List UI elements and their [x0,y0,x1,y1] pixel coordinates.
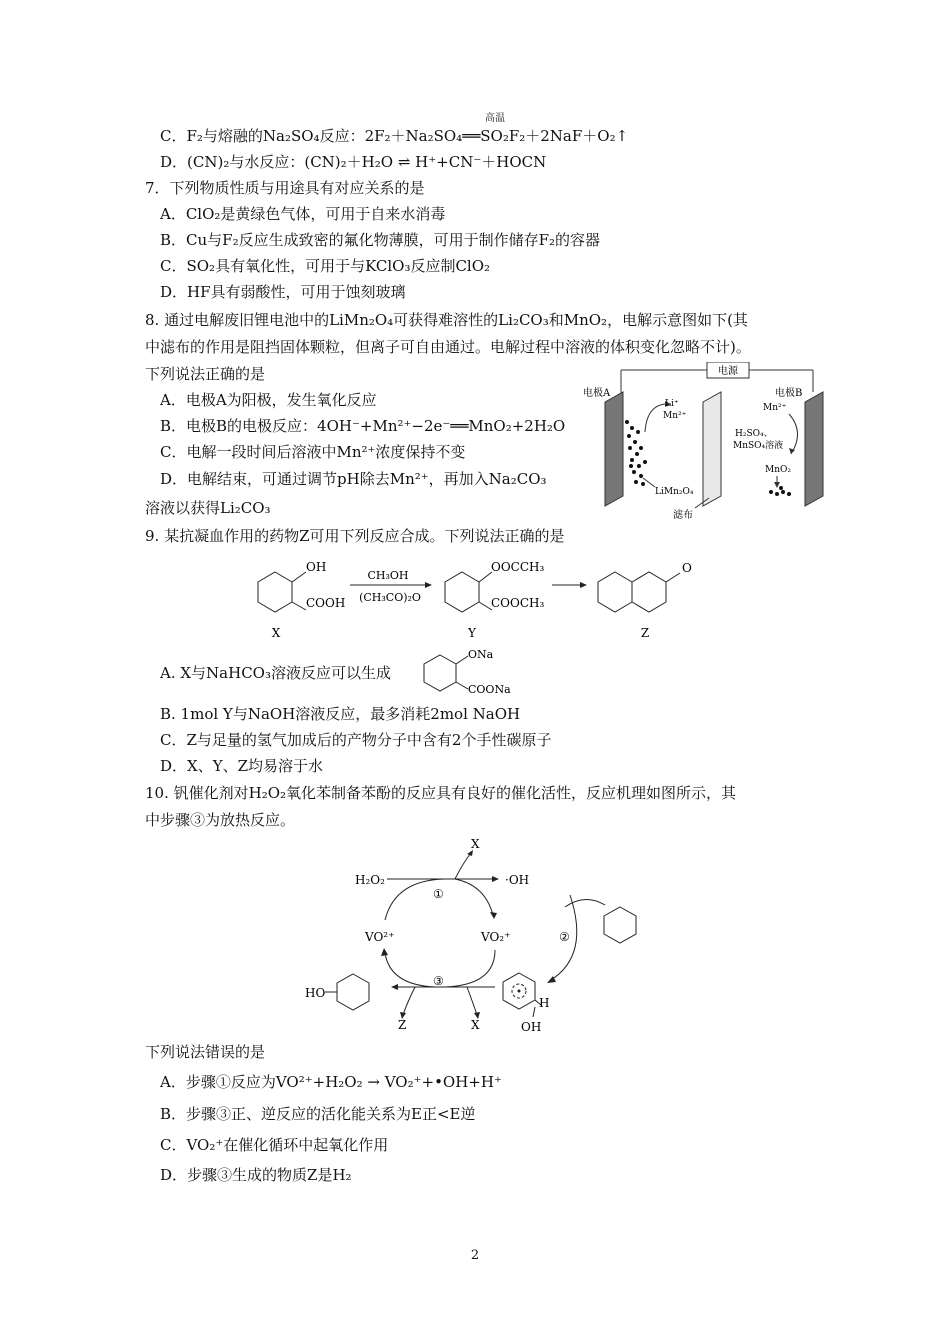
phenol-ho-label: HO [305,986,326,1000]
solution-label-1: H₂SO₄、 [735,429,773,439]
mn-ion-right-label: Mn²⁺ [763,403,787,413]
step2-label: ② [559,930,570,944]
coona-label: COONa [468,683,511,696]
q10-question: 下列说法错误的是 [145,1043,266,1061]
catalytic-cycle-diagram [295,835,655,1035]
vo2plus-label: VO²⁺ [365,930,395,944]
x-oh-label: OH [306,560,327,574]
q10-option-c: C．VO₂⁺在催化循环中起氧化作用 [160,1136,389,1154]
ona-label: ONa [468,648,494,661]
q10-option-b: B．步骤③正、逆反应的活化能关系为E正<E逆 [160,1105,476,1123]
label-z: Z [640,626,650,640]
power-label: 电源 [718,366,738,377]
q8-option-b: B．电极B的电极反应：4OH⁻+Mn²⁺−2e⁻══MnO₂+2H₂O [160,417,566,435]
q7-option-c: C．SO₂具有氧化性，可用于与KClO₃反应制ClO₂ [160,257,491,275]
phenol-ring [337,974,369,1010]
label-y: Y [468,626,476,640]
q8-option-d: D．电解结束，可通过调节pH除去Mn²⁺，再加入Na₂CO₃ [160,470,547,488]
reagent-top: CH₃OH [367,569,409,582]
page-number: 2 [470,1248,480,1263]
vo2-plus-label: VO₂⁺ [481,930,511,944]
q10-option-d: D．步骤③生成的物质Z是H₂ [160,1166,352,1184]
step3-label: ③ [433,974,444,988]
benzene-ring [604,907,636,943]
electrode-a-label: 电极A [583,388,611,399]
z-label: Z [398,1018,407,1032]
q7-stem: 7．下列物质性质与用途具有对应关系的是 [145,179,425,197]
limn2o4-label: LiMn₂O₄ [655,487,694,497]
y-top-label: OOCCH₃ [491,560,545,574]
q7-option-a: A．ClO₂是黄绿色气体，可用于自来水消毒 [160,205,446,223]
q6-option-c: C．F₂与熔融的Na₂SO₄反应：2F₂＋Na₂SO₄══SO₂F₂＋2NaF＋O₂↑ [160,127,629,145]
q10-option-a: A．步骤①反应为VO²⁺+H₂O₂ → VO₂⁺+•OH+H⁺ [160,1073,502,1091]
synthesis-scheme [240,555,710,647]
mn-ion-left-label: Mn²⁺ [663,411,687,421]
oh-radical-label: ·OH [505,873,530,887]
oh-label: OH [521,1020,542,1034]
reagent-bottom: (CH₃CO)₂O [359,591,421,604]
li-ion-label: Li⁺ [665,399,679,409]
y-bottom-label: COOCH₃ [491,596,545,610]
x-top-label: X [471,837,480,851]
label-x: X [271,626,281,640]
h-label: H [539,996,550,1010]
z-benzene-ring [598,572,632,612]
x-benzene-ring [258,572,292,612]
electrolysis-diagram [575,362,840,522]
mno2-particles [769,486,791,496]
q8-stem-line1: 8. 通过电解废旧锂电池中的LiMn₂O₄可获得难溶性的Li₂CO₃和MnO₂，电解示意图如下(其 [145,311,748,329]
solution-label-2: MnSO₄溶液 [733,441,784,451]
q8-stem-line3: 下列说法正确的是 [145,365,266,383]
filter-label: 滤布 [673,510,693,521]
z-o-label: O [682,561,692,575]
sodium-salt-benzene-ring [424,655,456,691]
limn2o4-particles [625,420,647,486]
q7-option-b: B．Cu与F₂反应生成致密的氟化物薄膜，可用于制作储存F₂的容器 [160,231,601,249]
x-bottom-label: X [471,1018,480,1032]
h2o2-label: H₂O₂ [355,873,385,887]
y-benzene-ring [445,572,479,612]
q8-option-c: C．电解一段时间后溶液中Mn²⁺浓度保持不变 [160,443,466,461]
electrode-a [605,392,623,506]
q9-option-c: C．Z与足量的氢气加成后的产物分子中含有2个手性碳原子 [160,731,552,749]
mno2-label: MnO₂ [765,465,791,475]
z-lactone-ring [632,572,666,612]
q8-option-a: A．电极A为阳极，发生氧化反应 [160,391,377,409]
step1-label: ① [433,887,444,901]
q10-stem-line1: 10. 钒催化剂对H₂O₂氧化苯制备苯酚的反应具有良好的催化活性，反应机理如图所示，其 [145,784,737,802]
electrode-b [805,392,823,506]
q9-stem: 9. 某抗凝血作用的药物Z可用下列反应合成。下列说法正确的是 [145,527,565,545]
electrode-b-label: 电极B [775,388,803,399]
q7-option-d: D．HF具有弱酸性，可用于蚀刻玻璃 [160,283,406,301]
q9-option-a-structure [418,647,528,699]
q6-c-condition: 高温 [485,113,505,124]
filter-cloth [703,392,721,506]
q8-stem-line2: 中滤布的作用是阻挡固体颗粒，但离子可自由通过。电解过程中溶液的体积变化忽略不计)。 [145,338,751,356]
q9-option-a: A. X与NaHCO₃溶液反应可以生成 [160,664,391,682]
q9-option-b: B. 1mol Y与NaOH溶液反应，最多消耗2mol NaOH [160,705,521,723]
x-cooh-label: COOH [306,596,346,610]
q8-option-d-cont: 溶液以获得Li₂CO₃ [145,499,271,517]
q9-option-d: D．X、Y、Z均易溶于水 [160,757,324,775]
q10-stem-line2: 中步骤③为放热反应。 [145,811,296,829]
q6-option-d: D．(CN)₂与水反应：(CN)₂＋H₂O ⇌ H⁺+CN⁻＋HOCN [160,153,547,171]
